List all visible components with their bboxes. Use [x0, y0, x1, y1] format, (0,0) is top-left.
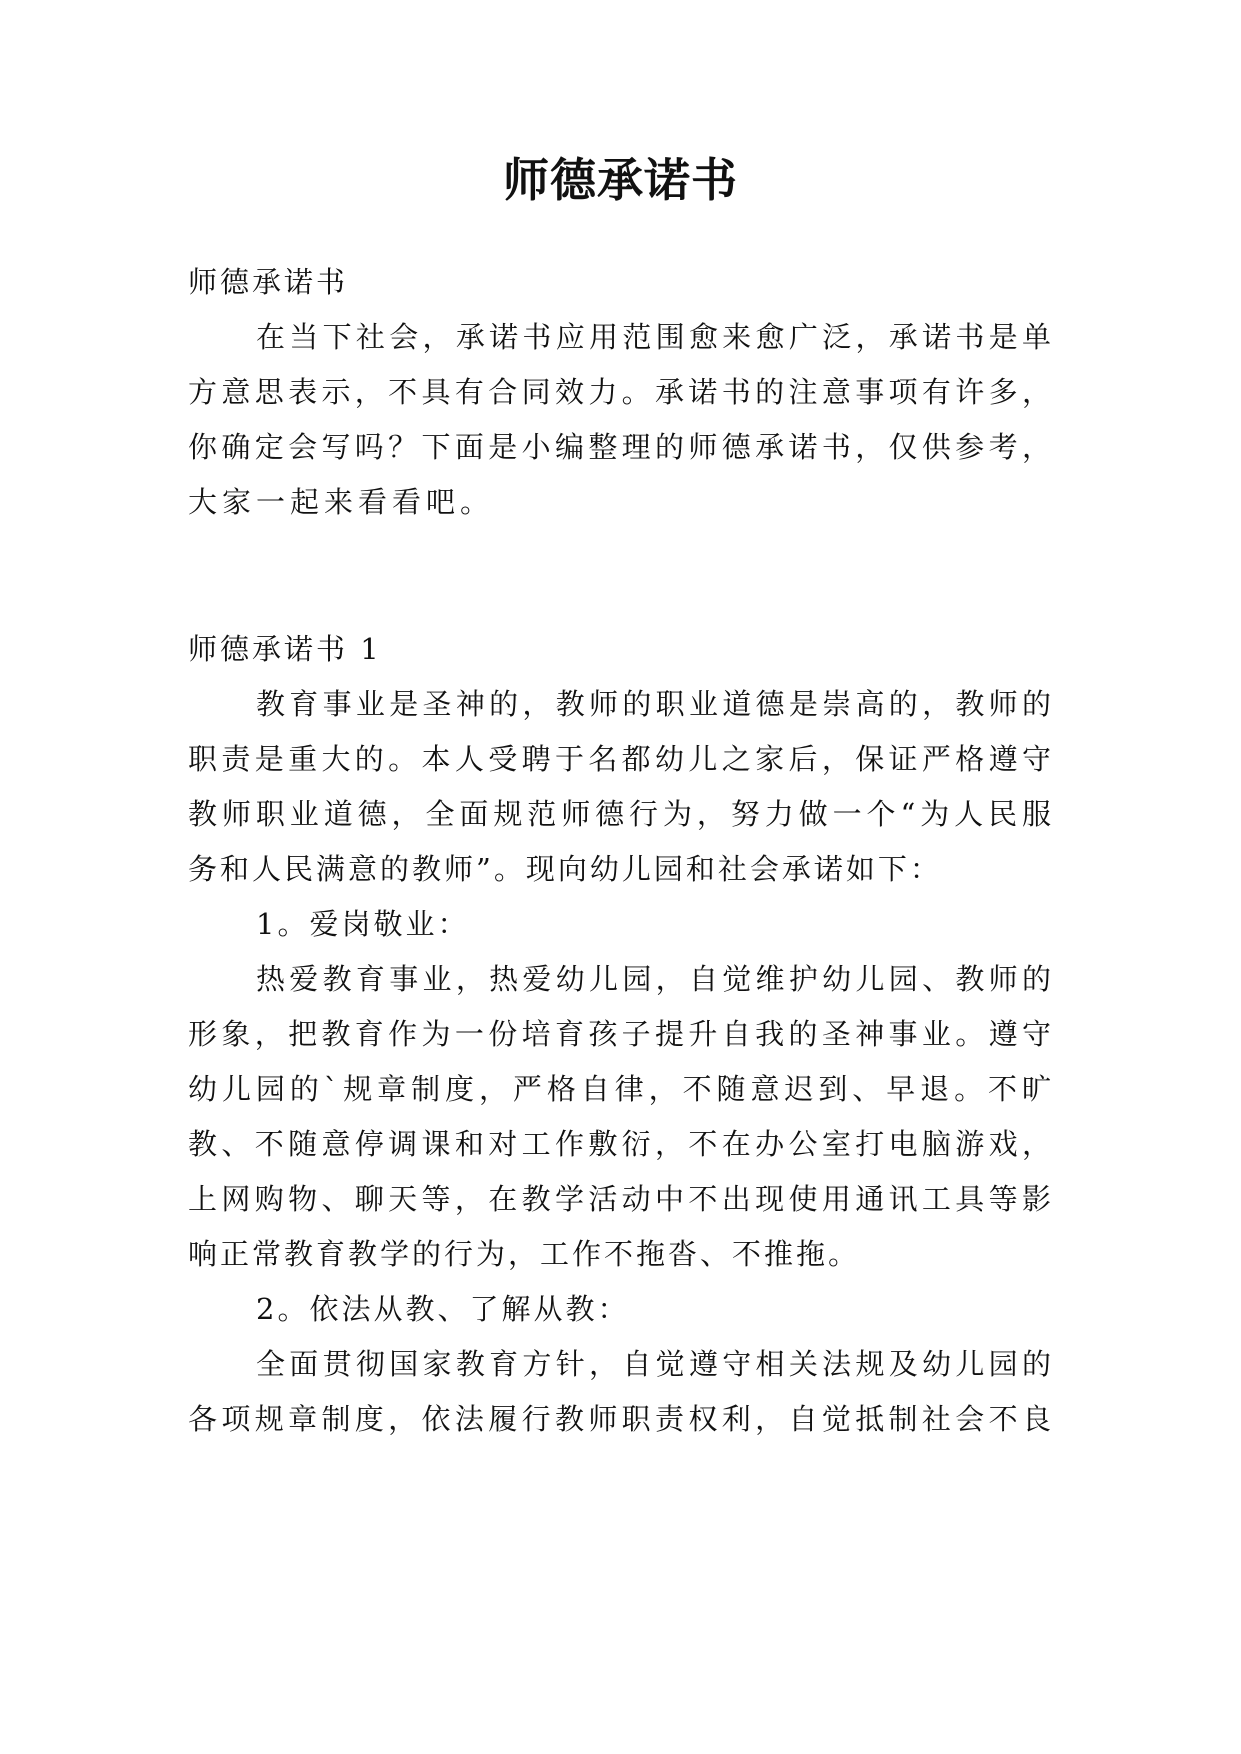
- intro-line-1: 在当下社会，承诺书应用范围愈来愈广泛，承诺书是单: [256, 320, 1053, 354]
- item1-heading: 1。爱岗敬业：: [256, 907, 470, 941]
- item2-heading: 2。依法从教、了解从教：: [256, 1292, 630, 1326]
- intro-line-2: 方意思表示，不具有合同效力。承诺书的注意事项有许多，: [188, 375, 1053, 409]
- document-title: 师德承诺书: [503, 153, 738, 207]
- item1-line-6: 响正常教育教学的行为，工作不拖沓、不推拖。: [188, 1237, 861, 1271]
- intro-heading: 师德承诺书: [188, 265, 349, 299]
- item2-line-1: 全面贯彻国家教育方针，自觉遵守相关法规及幼儿园的: [256, 1347, 1053, 1381]
- section1-line-2: 职责是重大的。本人受聘于名都幼儿之家后，保证严格遵守: [188, 742, 1053, 776]
- item1-line-1: 热爱教育事业，热爱幼儿园，自觉维护幼儿园、教师的: [256, 962, 1053, 996]
- section1-line-4: 务和人民满意的教师”。现向幼儿园和社会承诺如下：: [188, 852, 942, 886]
- item1-line-3: 幼儿园的`规章制度，严格自律，不随意迟到、早退。不旷: [188, 1072, 1053, 1106]
- item1-line-4: 教、不随意停调课和对工作敷衍，不在办公室打电脑游戏，: [188, 1127, 1053, 1161]
- item1-line-5: 上网购物、聊天等，在教学活动中不出现使用通讯工具等影: [188, 1182, 1053, 1216]
- section1-heading: 师德承诺书 1: [188, 632, 382, 666]
- section1-line-3: 教师职业道德，全面规范师德行为，努力做一个“为人民服: [188, 797, 1053, 831]
- intro-line-3: 你确定会写吗？下面是小编整理的师德承诺书，仅供参考，: [188, 430, 1053, 464]
- item1-line-2: 形象，把教育作为一份培育孩子提升自我的圣神事业。遵守: [188, 1017, 1053, 1051]
- intro-line-4: 大家一起来看看吧。: [188, 485, 495, 519]
- item2-line-2: 各项规章制度，依法履行教师职责权利，自觉抵制社会不良: [188, 1402, 1053, 1436]
- section1-line-1: 教育事业是圣神的，教师的职业道德是崇高的，教师的: [256, 687, 1053, 721]
